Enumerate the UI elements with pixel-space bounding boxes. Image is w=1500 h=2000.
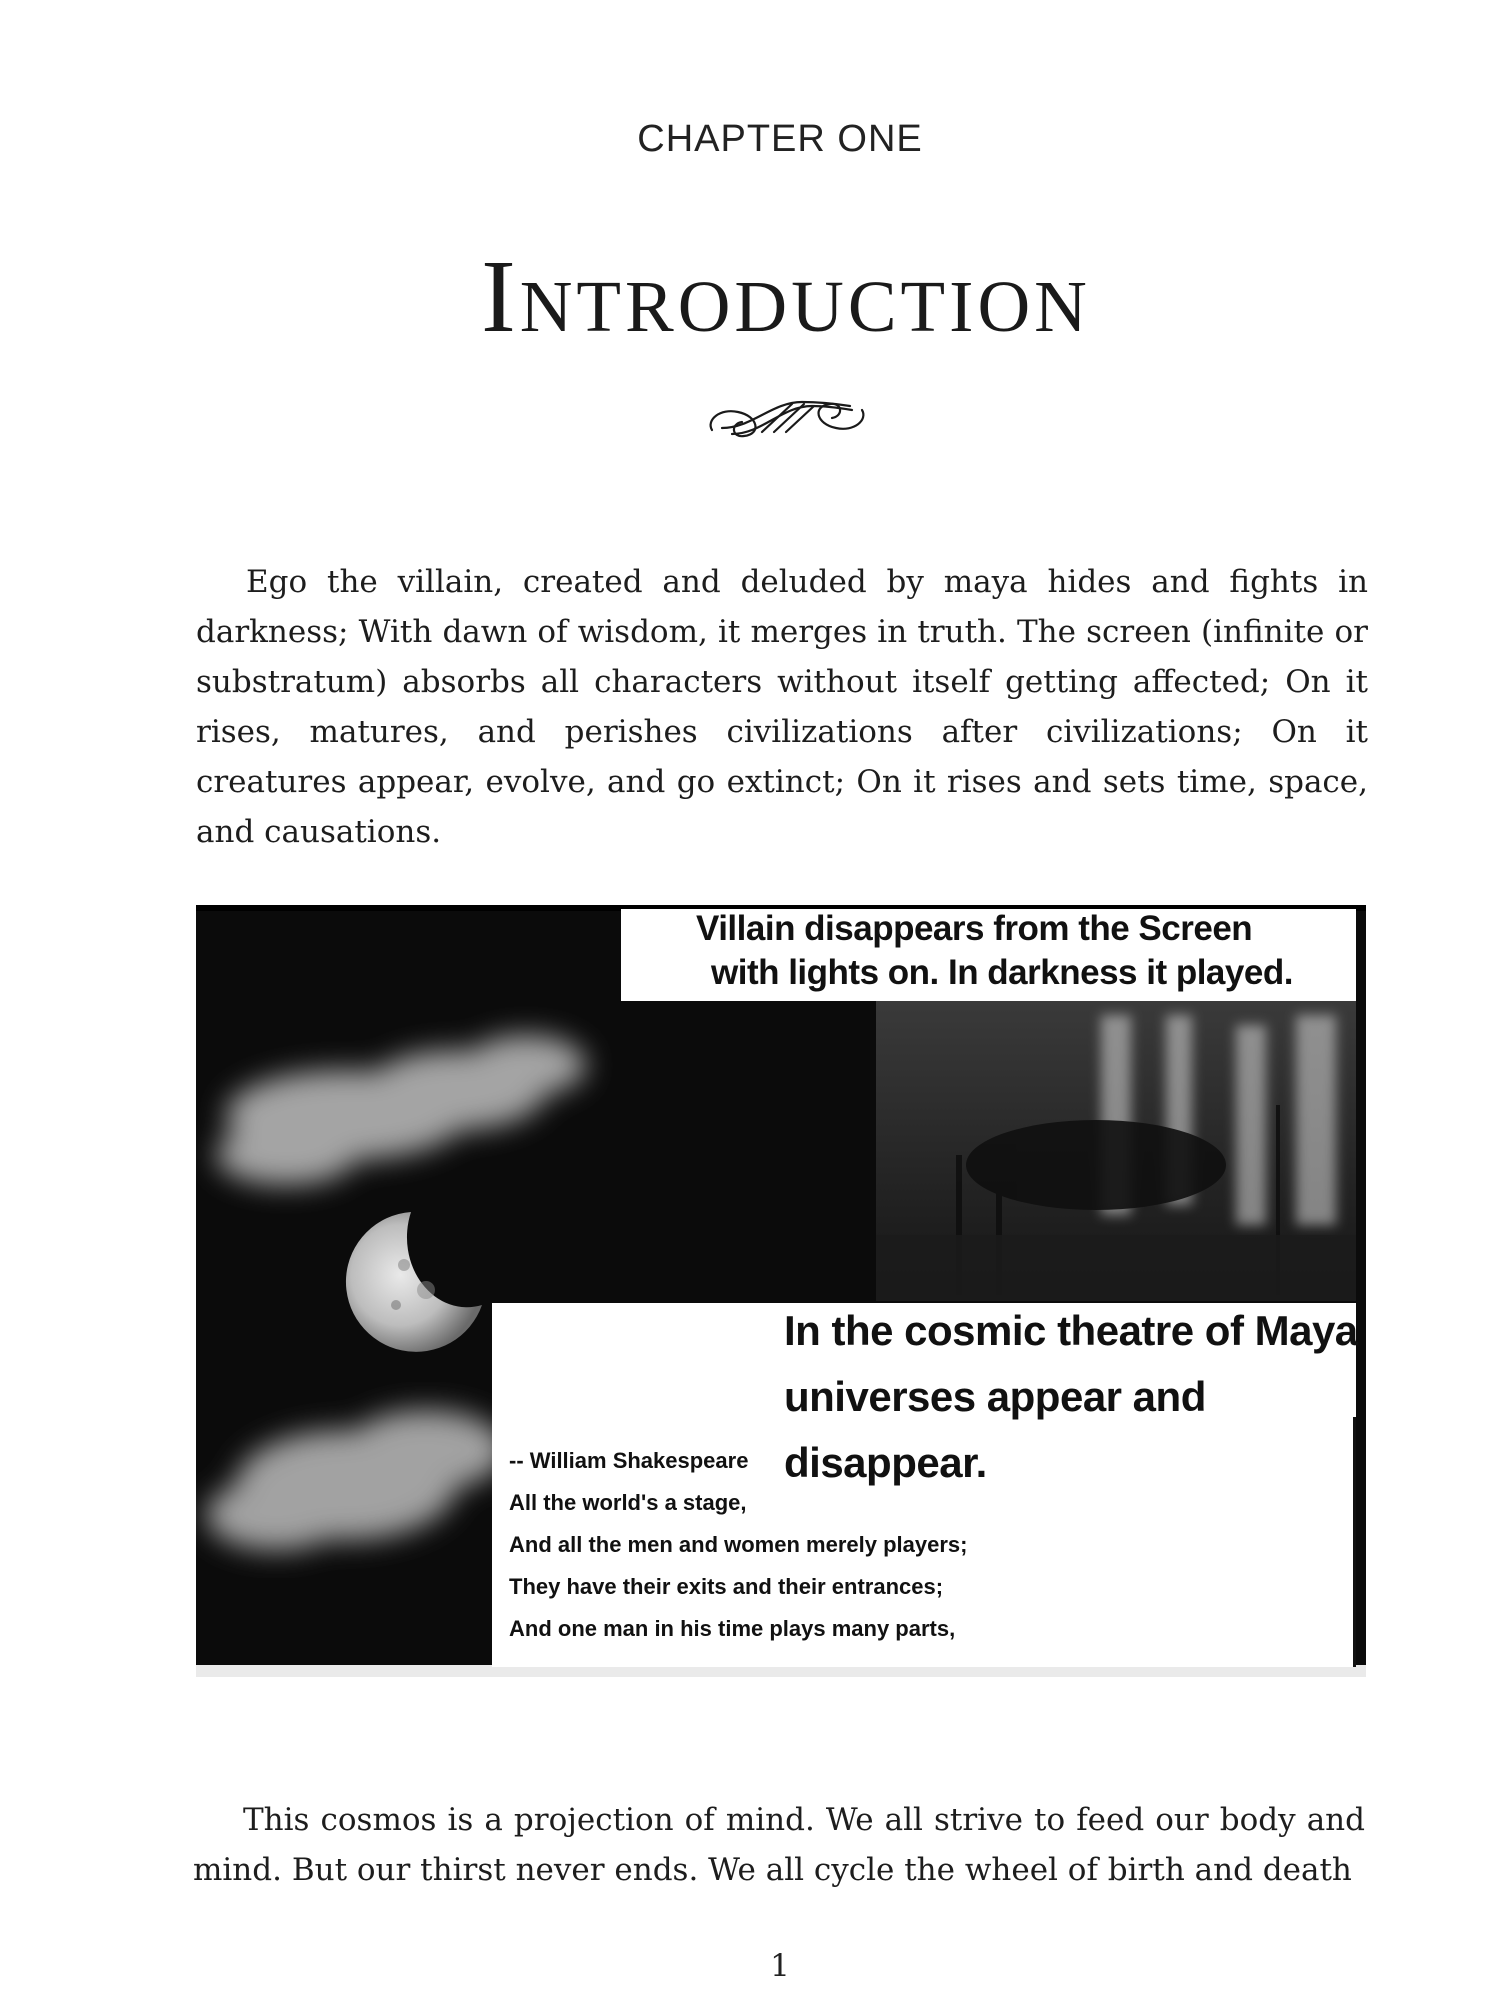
caption-top <box>696 907 1293 995</box>
quote-line: And all the men and women merely players; <box>509 1532 968 1557</box>
body-paragraph-1 <box>196 557 1368 857</box>
flourish-ornament-icon <box>702 390 872 450</box>
quote-attribution: -- William Shakespeare <box>509 1448 749 1473</box>
chapter-title: Introduction <box>481 239 1091 354</box>
quote-line: They have their exits and their entrances; <box>509 1574 944 1599</box>
vertical-rule <box>1353 1417 1356 1667</box>
caption-top-line-1: Villain disappears from the Screen <box>696 909 1253 948</box>
chapter-label: CHAPTER ONE <box>637 118 923 160</box>
caption-middle-line-1: In the cosmic theatre of Maya <box>784 1307 1358 1354</box>
quote-line: And one man in his time plays many parts, <box>509 1616 956 1641</box>
page-number: 1 <box>770 1948 790 1984</box>
caption-middle-line-2: universes appear and disappear. <box>784 1373 1206 1486</box>
collage-figure <box>196 905 1366 1677</box>
body-paragraph-1-text: Ego the villain, created and deluded by maya hides and fights in darkness; With dawn of wisdom, it merges in truth. The screen (infinite or substratum) absorbs all characters without itself getting affected; On it rises, matures, and perishes civilizations after civilizations; On it creatures appear, evolve, and go extinct; On it rises and sets time, space, and causations. <box>196 564 1368 850</box>
quote-line: All the world's a stage, <box>509 1490 747 1515</box>
body-paragraph-2 <box>193 1795 1365 1895</box>
caption-top-line-2: with lights on. In darkness it played. <box>711 953 1293 992</box>
body-paragraph-2-text: This cosmos is a projection of mind. We all strive to feed our body and mind. But our thirst never ends. We all cycle the wheel of birth and death <box>193 1802 1365 1888</box>
shakespeare-quote <box>509 1440 967 1650</box>
